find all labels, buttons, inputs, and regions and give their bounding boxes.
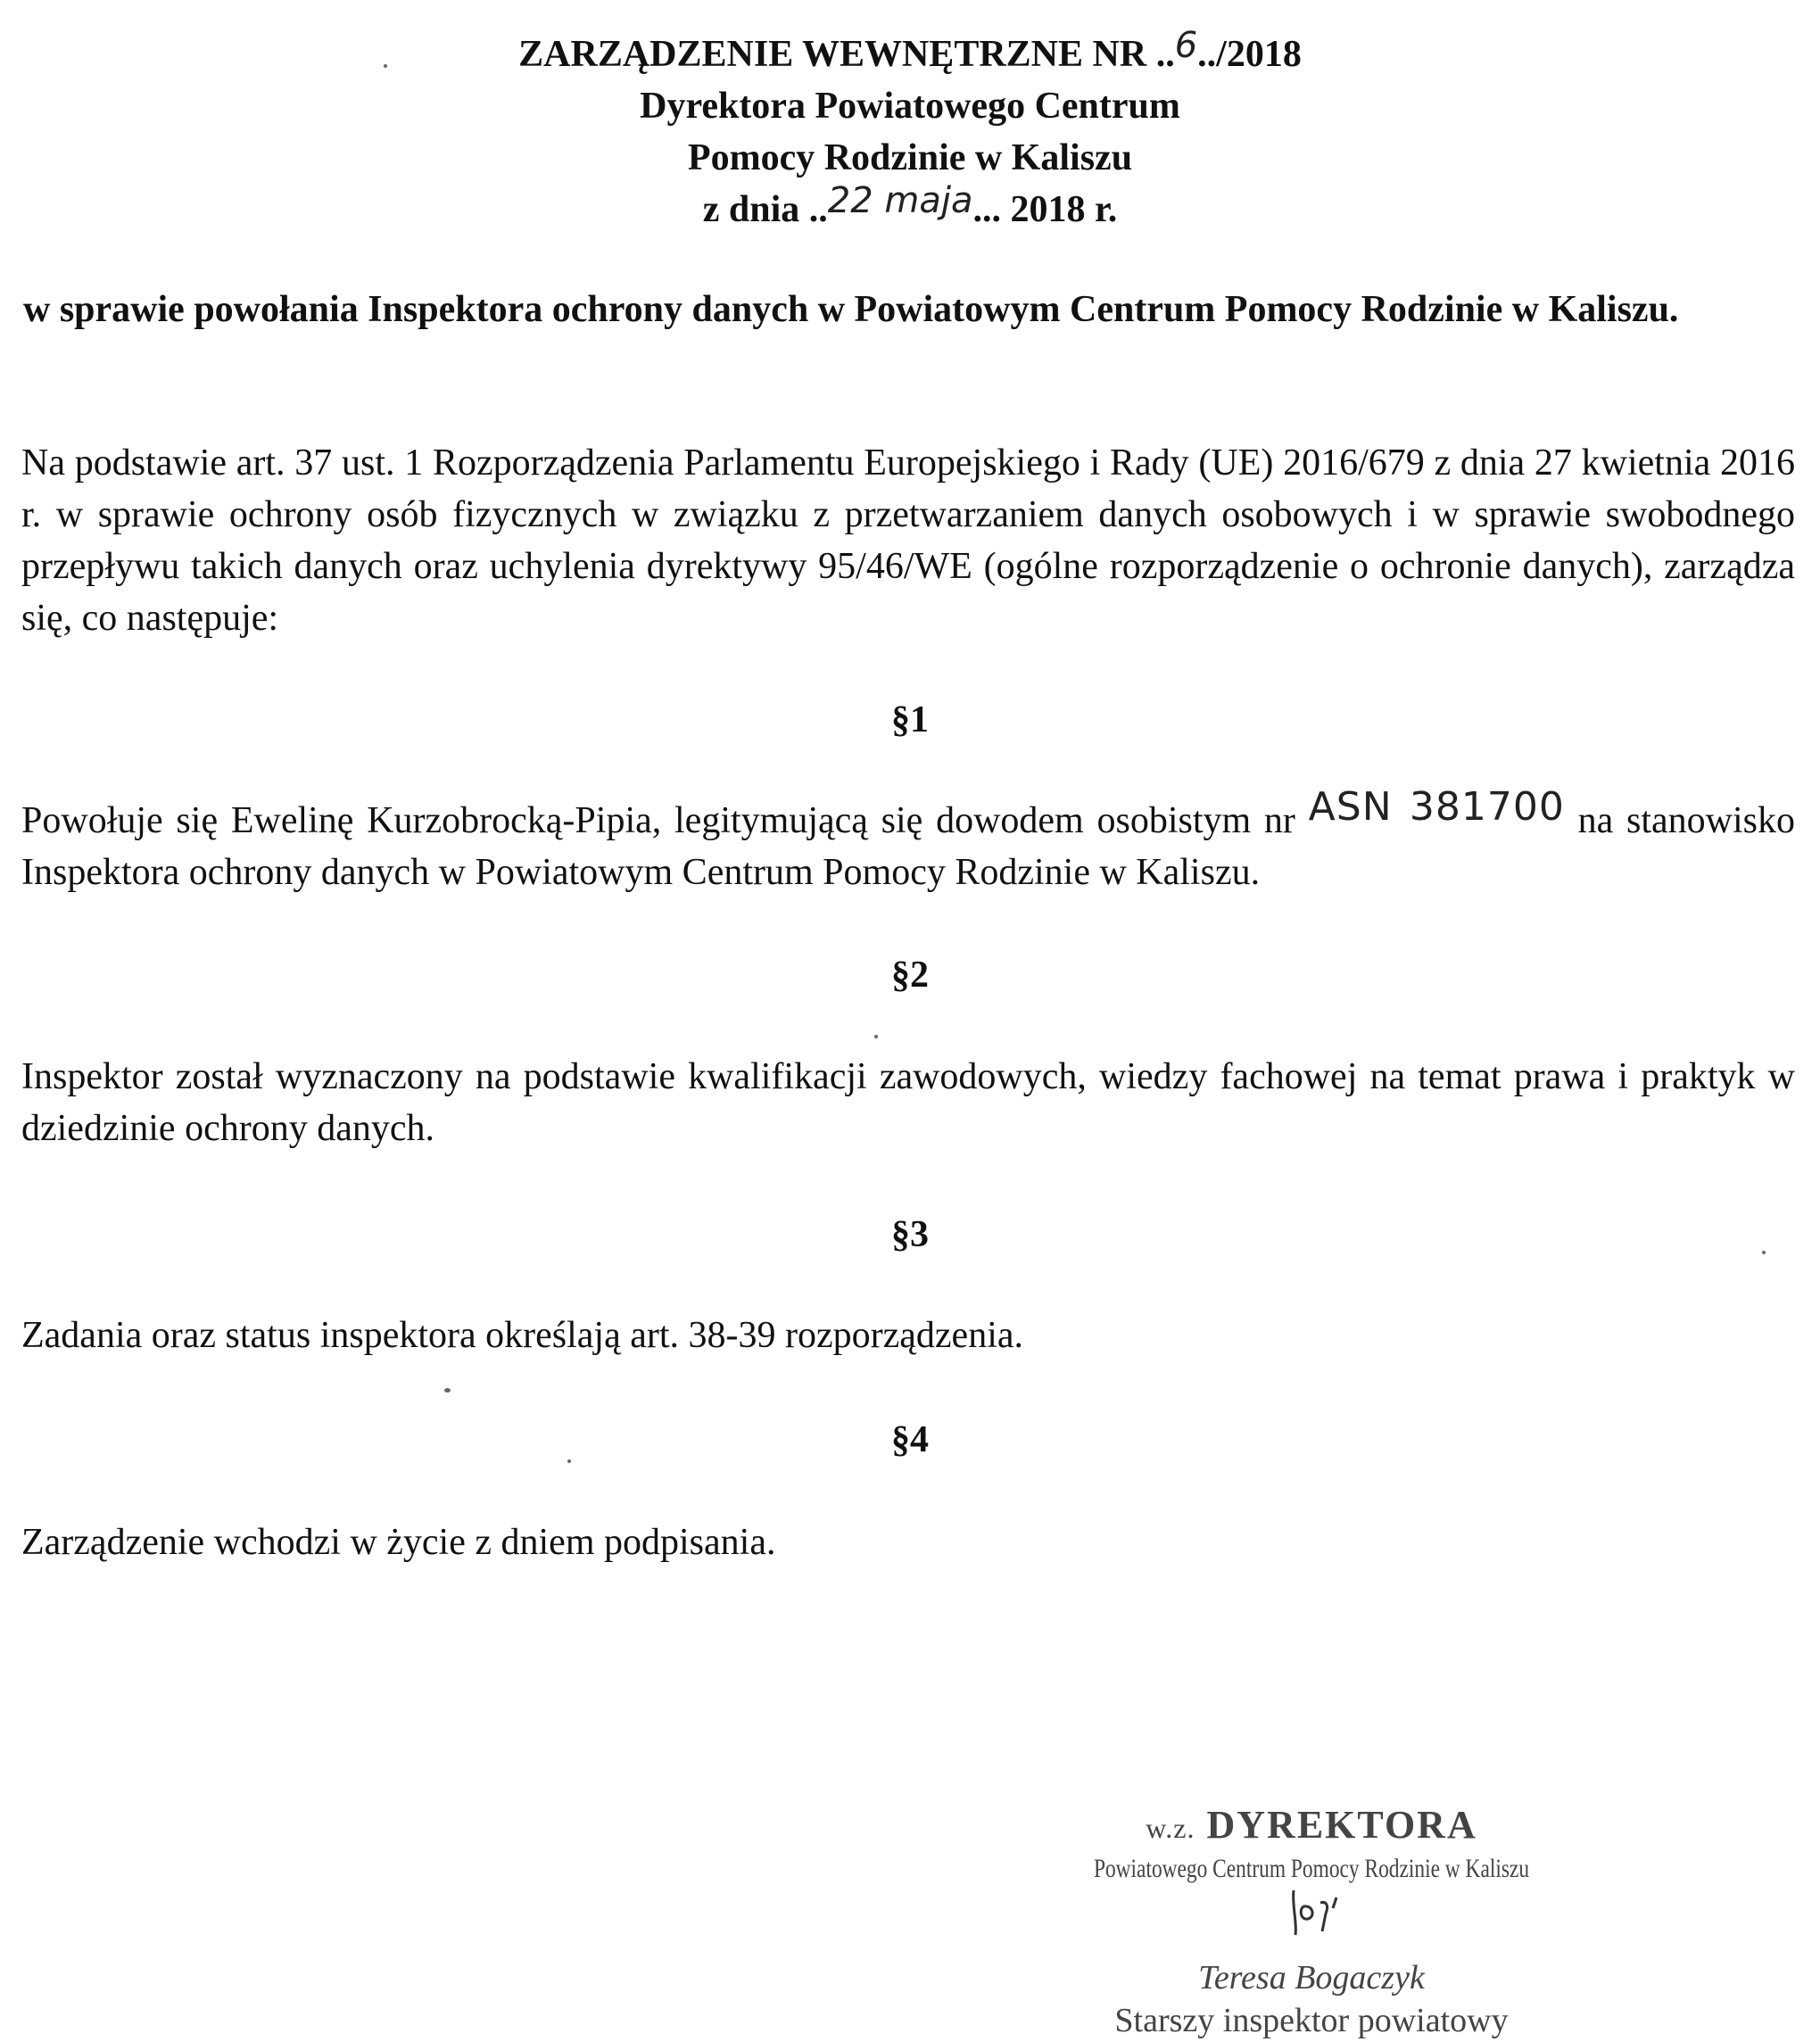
signature-scribble-icon (1240, 1887, 1383, 1937)
section-heading-4: §4 (891, 1419, 929, 1460)
stamp-signer-title: Starszy inspektor powiatowy (1114, 2002, 1509, 2039)
section-text-4: Zarządzenie wchodzi w życie z dniem podpisania. (21, 1522, 776, 1563)
preamble-paragraph: Na podstawie art. 37 ust. 1 Rozporządzenia Parlamentu Europejskiego i Rady (UE) 2016/679 z dnia 27 kwietnia 2016 r. w sprawie ochrony osób fizycznych w związku z przetwarzaniem danych osobowych i w sprawie swobodnego przepływu takich danych oraz uchylenia dyrektywy 95/46/WE (ogólne rozporządzenie o ochronie danych), zarządza się, co następuje: (21, 442, 1795, 639)
document-header (0, 25, 1820, 236)
signature-stamp (981, 1802, 1642, 2042)
scan-speck (1762, 1251, 1766, 1254)
stamp-director-line: w.z. DYREKTORA (1146, 1803, 1477, 1847)
section-heading-2: §2 (891, 955, 929, 996)
section-text-2: Inspektor został wyznaczony na podstawie kwalifikacji zawodowych, wiedzy fachowej na temat prawa i praktyk w dziedzinie ochrony danych. (21, 1056, 1795, 1149)
document-subject: w sprawie powołania Inspektora ochrony danych w Powiatowym Centrum Pomocy Rodzinie w Kaliszu. (23, 289, 1679, 330)
handwritten-number: 6 (1174, 25, 1198, 66)
scan-speck (384, 64, 387, 68)
scan-speck (567, 1459, 571, 1463)
handwritten-id-number: ASN 381700 (1308, 784, 1565, 830)
section-text-1: Powołuje się Ewelinę Kurzobrocką-Pipia, legitymującą się dowodem osobistym nr ASN 381700 na stanowisko Inspektora ochrony danych w Powiatowym Centrum Pomocy Rodzinie w Kaliszu. (21, 784, 1795, 893)
section-text-3: Zadania oraz status inspektora określają art. 38-39 rozporządzenia. (21, 1315, 1024, 1356)
stamp-signer-name: Teresa Bogaczyk (1198, 1959, 1425, 1997)
stamp-institution-line: Powiatowego Centrum Pomocy Rodzinie w Kaliszu (1093, 1854, 1530, 1883)
section-heading-3: §3 (891, 1214, 929, 1255)
section-heading-1: §1 (891, 699, 929, 740)
header-issuer-line: Dyrektora Powiatowego Centrum (640, 86, 1180, 127)
header-institution-line: Pomocy Rodzinie w Kaliszu (687, 137, 1133, 178)
handwritten-date: 22 maja (827, 180, 973, 221)
scan-speck (444, 1388, 451, 1393)
header-title-line: ZARZĄDZENIE WEWNĘTRZNE NR ..6../2018 (518, 25, 1302, 75)
scan-speck (874, 1035, 878, 1038)
header-date-line: z dnia ..22 maja... 2018 r. (702, 180, 1118, 230)
handwritten-signature-icon (981, 1887, 1642, 1949)
